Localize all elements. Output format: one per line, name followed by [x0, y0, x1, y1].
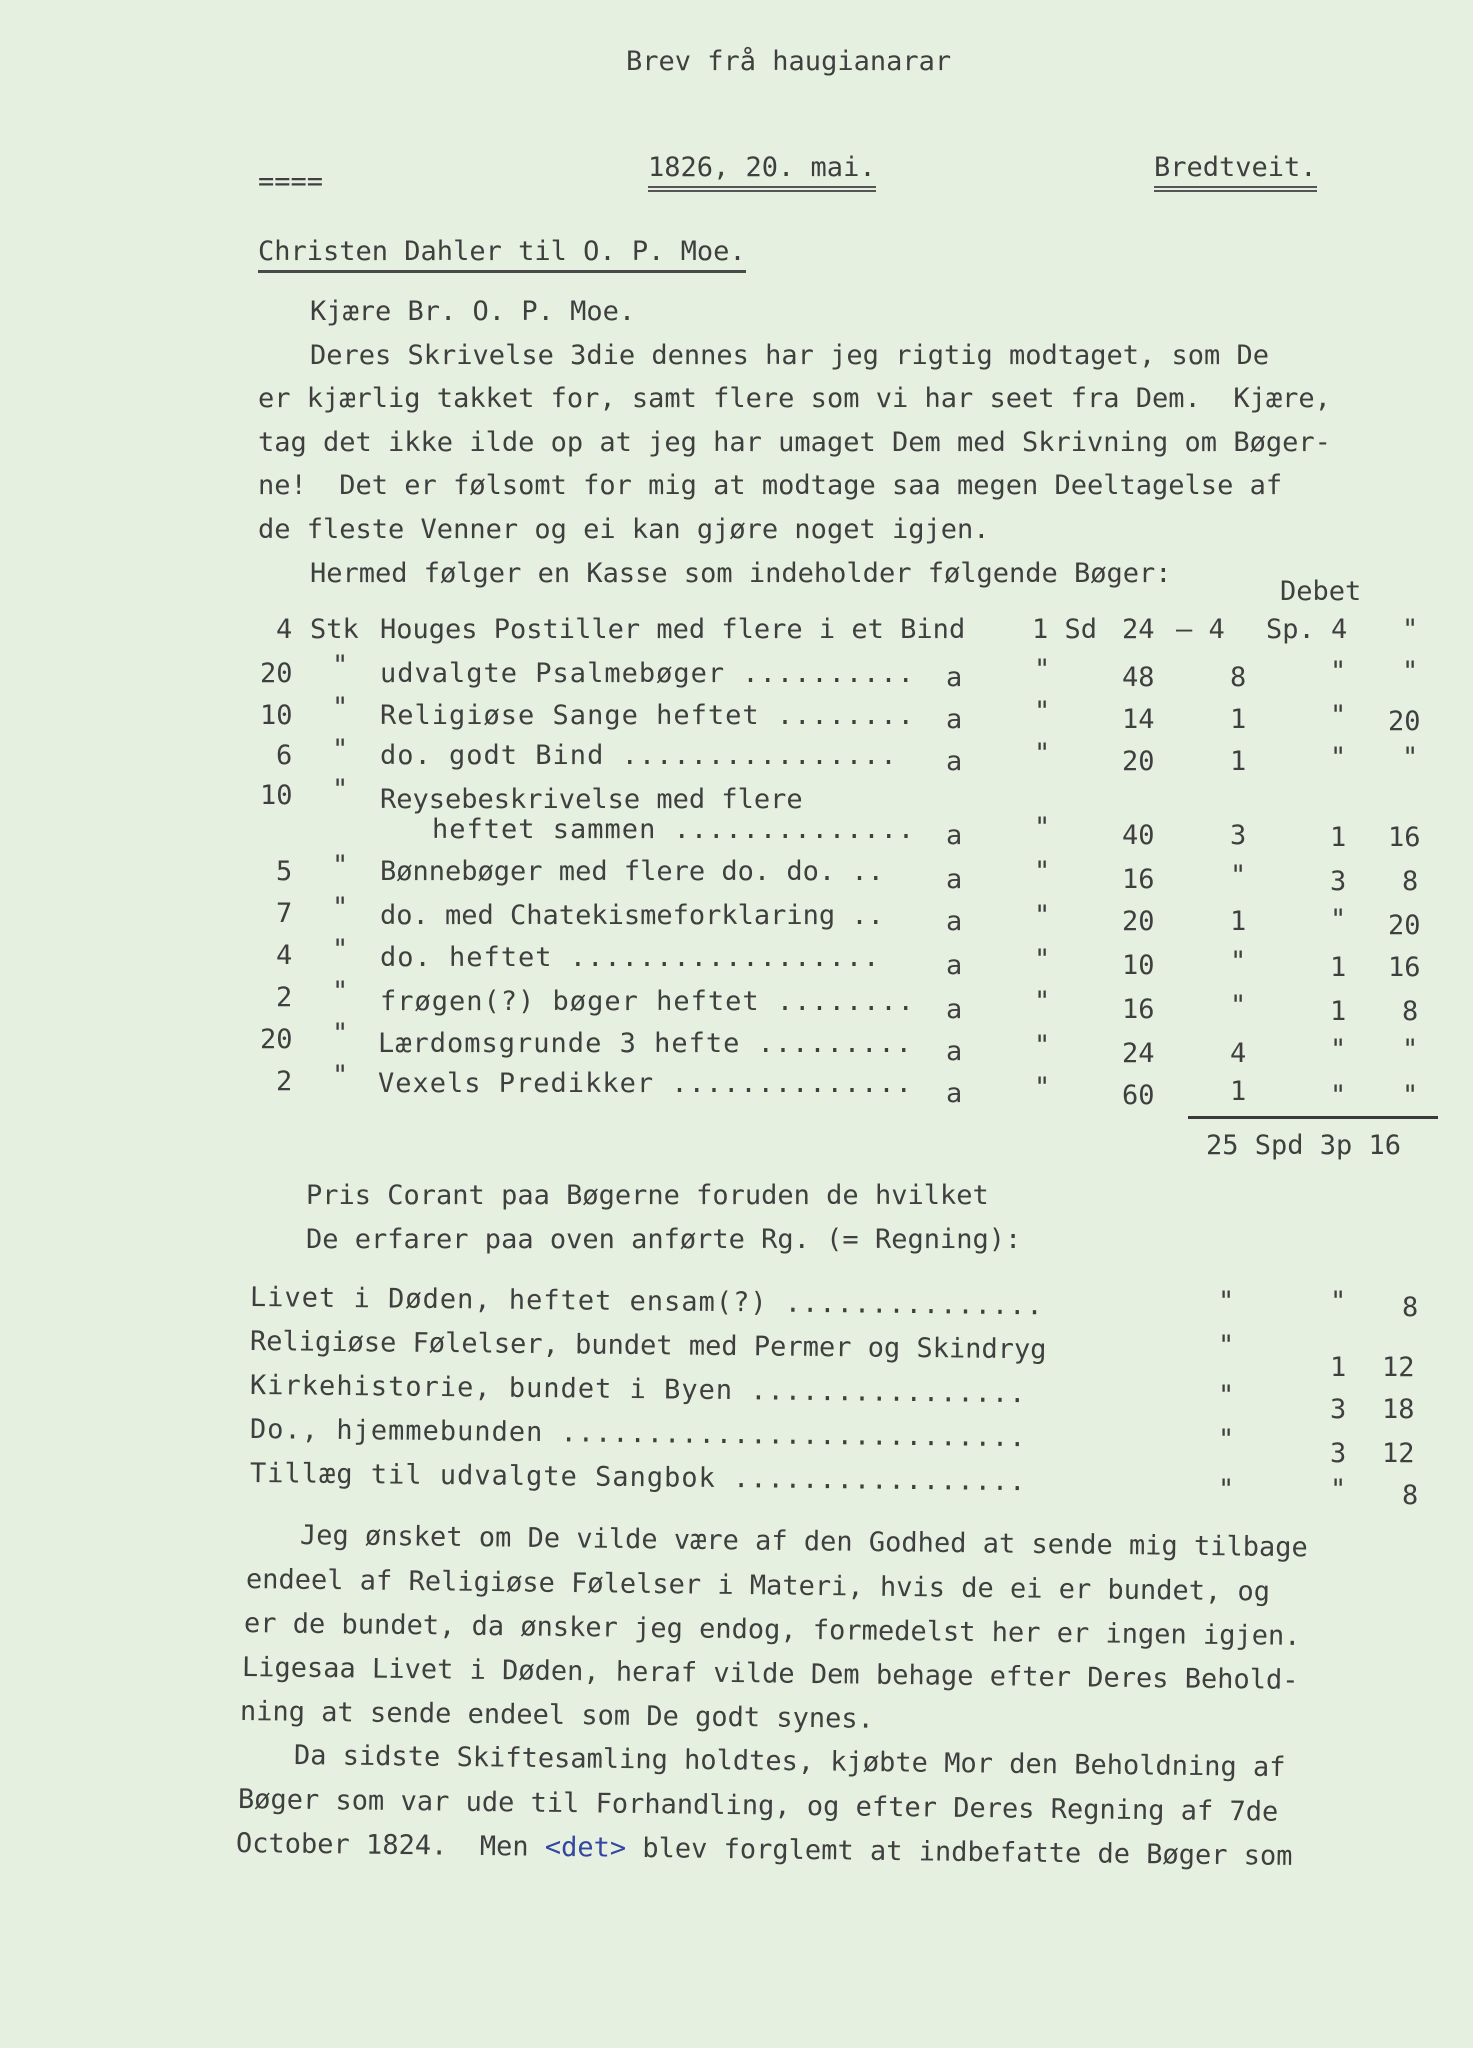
- book-s: 20: [1388, 706, 1421, 737]
- book-unit: ": [332, 692, 349, 723]
- book-desc: do. godt Bind ................: [380, 740, 898, 771]
- book-spd: 8: [1230, 662, 1247, 693]
- left-mark: ====: [258, 166, 324, 197]
- book-rate: a: [946, 820, 963, 851]
- book-qty: 6: [276, 740, 293, 771]
- price-item-c1: ": [1218, 1380, 1235, 1411]
- book-ditto: ": [1034, 1072, 1051, 1103]
- book-desc: udvalgte Psalmebøger ..........: [380, 658, 915, 689]
- book-ditto: ": [1034, 812, 1051, 843]
- price-item-desc: Tillæg til udvalgte Sangbok .................: [249, 1458, 1027, 1498]
- letter-heading: Christen Dahler til O. P. Moe.: [258, 236, 746, 273]
- book-unit: Stk: [310, 614, 359, 645]
- book-price: 14: [1122, 704, 1155, 735]
- closing-line: Bøger som var ude til Forhandling, og efter Deres Regning af 7de: [237, 1784, 1279, 1828]
- book-unit: ": [332, 976, 349, 1007]
- book-desc: Reysebeskrivelse med flere: [380, 784, 803, 815]
- book-desc: Religiøse Sange heftet ........: [380, 700, 915, 731]
- last-line-after: blev forglemt at indbefatte de Bøger som: [625, 1832, 1293, 1872]
- book-price: 60: [1122, 1080, 1155, 1111]
- price-item-desc: Religiøse Følelser, bundet med Permer og Skindryg: [249, 1326, 1047, 1366]
- salutation: Kjære Br. O. P. Moe.: [310, 296, 636, 327]
- price-item-c2: ": [1330, 1286, 1347, 1317]
- book-s: ": [1402, 656, 1419, 687]
- book-s: ": [1402, 1080, 1419, 1111]
- book-desc: Houges Postiller med flere i et Bind: [380, 614, 966, 645]
- book-qty: 20: [260, 658, 293, 689]
- book-sp: ": [1330, 1080, 1347, 1111]
- book-price: 16: [1122, 994, 1155, 1025]
- book-ditto: ": [1034, 900, 1051, 931]
- price-item-c3: 8: [1402, 1480, 1419, 1511]
- book-rate: a: [946, 662, 963, 693]
- book-sp: ": [1330, 904, 1347, 935]
- editorial-insertion-mark: <det>: [544, 1831, 627, 1864]
- price-item-c2: 3: [1330, 1394, 1347, 1425]
- book-price: 20: [1122, 906, 1155, 937]
- price-item-c3: 18: [1382, 1394, 1415, 1425]
- book-sp: 3: [1330, 866, 1347, 897]
- book-sp: ": [1330, 700, 1347, 731]
- price-intro-line: Pris Corant paa Bøgerne foruden de hvilket: [306, 1180, 989, 1211]
- book-price: 24: [1122, 1038, 1155, 1069]
- price-item-c1: ": [1218, 1286, 1235, 1317]
- book-desc: Vexels Predikker ..............: [378, 1068, 913, 1099]
- book-unit: ": [332, 734, 349, 765]
- total-rule: [1188, 1116, 1438, 1119]
- book-sp: 1: [1330, 996, 1347, 1027]
- debet-label: Debet: [1280, 576, 1362, 607]
- price-item-c1: ": [1218, 1474, 1235, 1505]
- book-spd: ": [1230, 990, 1247, 1021]
- intro-line: ne! Det er følsomt for mig at modtage saa megen Deeltagelse af: [258, 470, 1283, 501]
- book-s: 16: [1388, 822, 1421, 853]
- book-sp: ": [1330, 1034, 1347, 1065]
- book-spd: ": [1230, 946, 1247, 977]
- book-unit: ": [332, 650, 349, 681]
- book-ditto: ": [1034, 738, 1051, 769]
- book-unit: ": [332, 1018, 349, 1049]
- book-s: 16: [1388, 952, 1421, 983]
- intro-line: tag det ikke ilde op at jeg har umaget Dem med Skrivning om Bøger-: [258, 427, 1331, 458]
- letter-place: Bredtveit.: [1154, 152, 1317, 192]
- book-sp: 1: [1330, 822, 1347, 853]
- price-item-desc: Livet i Døden, heftet ensam(?) ...............: [249, 1282, 1044, 1322]
- price-item-c3: 8: [1402, 1292, 1419, 1323]
- book-qty: 7: [276, 898, 293, 929]
- book-spd: — 4: [1176, 614, 1225, 645]
- book-s: ": [1402, 614, 1419, 645]
- intro-line: Deres Skrivelse 3die dennes har jeg rigtig modtaget, som De: [310, 340, 1270, 371]
- price-item-desc: Do., hjemmebunden ...........................: [249, 1414, 1027, 1454]
- price-item-c2: 3: [1330, 1438, 1347, 1469]
- book-sp: Sp. 4: [1266, 614, 1348, 645]
- book-ditto: ": [1034, 1030, 1051, 1061]
- closing-line: er de bundet, da ønsker jeg endog, formedelst her er ingen igjen.: [243, 1608, 1301, 1652]
- price-item-desc: Kirkehistorie, bundet i Byen ................: [249, 1370, 1027, 1410]
- book-spd: 1: [1230, 906, 1247, 937]
- book-qty: 10: [260, 700, 293, 731]
- book-desc: do. med Chatekismeforklaring ..: [380, 900, 884, 931]
- book-unit: ": [332, 1060, 349, 1091]
- book-ditto: ": [1034, 986, 1051, 1017]
- book-unit: ": [332, 850, 349, 881]
- book-ditto: ": [1034, 654, 1051, 685]
- book-sp: ": [1330, 742, 1347, 773]
- book-spd: 4: [1230, 1038, 1247, 1069]
- collection-title: Brev frå haugianarar: [626, 46, 952, 77]
- book-qty: 4: [276, 614, 293, 645]
- book-unit: ": [332, 934, 349, 965]
- book-rate: a: [946, 746, 963, 777]
- book-spd: 3: [1230, 820, 1247, 851]
- book-ditto: ": [1034, 696, 1051, 727]
- book-qty: 20: [260, 1024, 293, 1055]
- closing-line: Jeg ønsket om De vilde være af den Godhed at sende mig tilbage: [299, 1520, 1308, 1564]
- book-qty: 2: [276, 982, 293, 1013]
- closing-line: endeel af Religiøse Følelser i Materi, hvis de ei er bundet, og: [245, 1564, 1271, 1608]
- closing-line: Da sidste Skiftesamling holdtes, kjøbte Mor den Beholdning af: [293, 1740, 1286, 1784]
- book-ditto: ": [1034, 856, 1051, 887]
- book-s: ": [1402, 742, 1419, 773]
- closing-line: ning at sende endeel som De godt synes.: [239, 1696, 875, 1735]
- last-line-before: October 1824. Men: [235, 1828, 546, 1863]
- book-qty: 10: [260, 780, 293, 811]
- intro-line: de fleste Venner og ei kan gjøre noget igjen.: [258, 514, 990, 545]
- book-price: 16: [1122, 864, 1155, 895]
- book-s: 8: [1402, 996, 1419, 1027]
- book-rate: a: [946, 1036, 963, 1067]
- price-intro-line: De erfarer paa oven anførte Rg. (= Regning):: [306, 1224, 1022, 1255]
- book-desc: Bønnebøger med flere do. do. ..: [380, 856, 884, 887]
- book-rate: a: [946, 704, 963, 735]
- book-price: 48: [1122, 662, 1155, 693]
- book-desc-cont: heftet sammen ..............: [432, 814, 916, 845]
- book-rate: a: [946, 994, 963, 1025]
- book-qty: 4: [276, 940, 293, 971]
- price-item-c1: ": [1218, 1424, 1235, 1455]
- intro-line: er kjærlig takket for, samt flere som vi har seet fra Dem. Kjære,: [258, 383, 1331, 414]
- price-item-c2: ": [1330, 1474, 1347, 1505]
- book-s: ": [1402, 1034, 1419, 1065]
- price-item-c2: 1: [1330, 1352, 1347, 1383]
- book-desc: Lærdomsgrunde 3 hefte .........: [378, 1028, 913, 1059]
- book-spd: ": [1230, 860, 1247, 891]
- book-desc: frøgen(?) bøger heftet ........: [380, 986, 915, 1017]
- intro-line: Hermed følger en Kasse som indeholder følgende Bøger:: [310, 558, 1172, 589]
- closing-last-line: [236, 1828, 1293, 1873]
- price-item-c1: ": [1218, 1330, 1235, 1361]
- closing-line: Ligesaa Livet i Døden, heraf vilde Dem behage efter Deres Behold-: [241, 1652, 1299, 1696]
- book-unit: ": [332, 892, 349, 923]
- book-spd: 1: [1230, 704, 1247, 735]
- book-rate: a: [946, 950, 963, 981]
- book-qty: 2: [276, 1066, 293, 1097]
- book-price: 40: [1122, 820, 1155, 851]
- book-ditto: ": [1034, 944, 1051, 975]
- book-unit: ": [332, 774, 349, 805]
- book-price: 10: [1122, 950, 1155, 981]
- book-spd: 1: [1230, 1076, 1247, 1107]
- book-sp: ": [1330, 656, 1347, 687]
- book-qty: 5: [276, 856, 293, 887]
- book-price: 24: [1122, 614, 1155, 645]
- book-s: 8: [1402, 866, 1419, 897]
- book-rate: a: [946, 1078, 963, 1109]
- price-item-c3: 12: [1382, 1438, 1415, 1469]
- price-item-c3: 12: [1382, 1352, 1415, 1383]
- book-spd: 1: [1230, 746, 1247, 777]
- book-desc: do. heftet ..................: [380, 942, 881, 973]
- letter-date: 1826, 20. mai.: [648, 152, 876, 192]
- book-sp: 1: [1330, 952, 1347, 983]
- book-price: 20: [1122, 746, 1155, 777]
- book-rate: a: [946, 906, 963, 937]
- book-total: 25 Spd 3p 16: [1206, 1130, 1402, 1161]
- book-s: 20: [1388, 910, 1421, 941]
- book-rate: a: [946, 864, 963, 895]
- book-rate: 1 Sd: [1032, 614, 1098, 645]
